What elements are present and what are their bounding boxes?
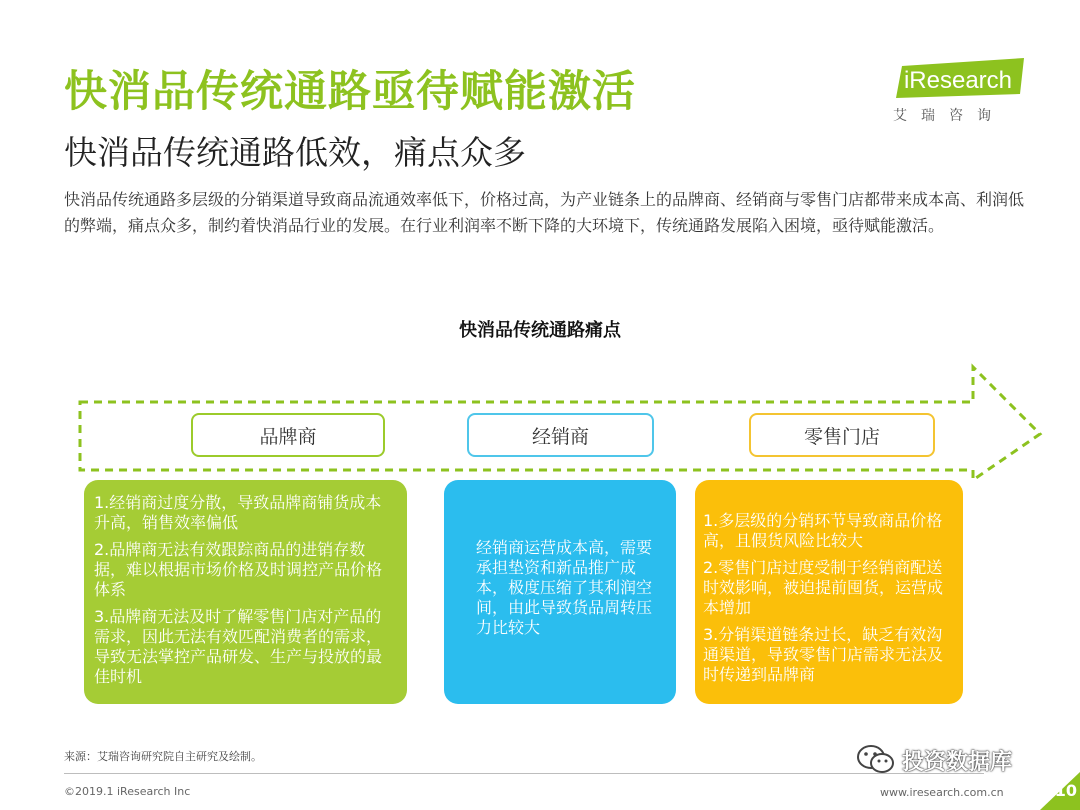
retail-painpoints-card xyxy=(695,480,963,704)
logo-wordmark: iResearch xyxy=(903,67,1013,94)
distributor-painpoints-card xyxy=(444,480,676,704)
page-subtitle: 快消品传统通路低效，痛点众多 xyxy=(64,133,526,172)
page-title: 快消品传统通路亟待赋能激活 xyxy=(64,67,636,117)
watermark xyxy=(856,740,1012,780)
footer-divider xyxy=(64,773,984,774)
stage-distributor: 经销商 xyxy=(467,413,654,457)
page-number: 10 xyxy=(1054,781,1077,800)
stage-brand: 品牌商 xyxy=(191,413,385,457)
brand-painpoints-card xyxy=(84,480,407,704)
brand-painpoint-3: 3.品牌商无法及时了解零售门店对产品的需求，因此无法有效匹配消费者的需求，导致无法掌控产品研发、生产与投放的最佳时机 xyxy=(94,607,383,686)
watermark-text: 投资数据库 xyxy=(902,749,1013,775)
retail-painpoint-1: 1.多层级的分销环节导致商品价格高，且假货风险比较大 xyxy=(703,511,943,550)
diagram-title: 快消品传统通路痛点 xyxy=(459,320,621,341)
wechat-icon xyxy=(856,743,896,777)
intro-paragraph: 快消品传统通路多层级的分销渠道导致商品流通效率低下，价格过高，为产业链条上的品牌商、经销商与零售门店都带来成本高、利润低的弊端，痛点众多，制约着快消品行业的发展。在行业利润率不断下降的大环境下，传统通路发展陷入困境，亟待赋能激活。 xyxy=(64,190,1025,235)
logo-chinese-name: 艾瑞咨询 xyxy=(893,108,1005,124)
retail-painpoint-2: 2.零售门店过度受制于经销商配送时效影响，被迫提前囤货，运营成本增加 xyxy=(703,558,944,617)
copyright-text: ©2019.1 iResearch Inc xyxy=(64,785,191,798)
stage-retail-store: 零售门店 xyxy=(749,413,935,457)
distributor-painpoint-1: 经销商运营成本高，需要承担垫资和新品推广成本，极度压缩了其利润空间，由此导致货品周转压力比较大 xyxy=(476,538,653,637)
brand-painpoint-1: 1.经销商过度分散，导致品牌商铺货成本升高，销售效率偏低 xyxy=(94,493,382,532)
retail-painpoint-3: 3.分销渠道链条过长，缺乏有效沟通渠道，导致零售门店需求无法及时传递到品牌商 xyxy=(703,625,944,684)
brand-painpoint-2: 2.品牌商无法有效跟踪商品的进销存数据，难以根据市场价格及时调控产品价格体系 xyxy=(94,540,383,599)
source-note: 来源：艾瑞咨询研究院自主研究及绘制。 xyxy=(64,750,262,763)
website-text: www.iresearch.com.cn xyxy=(880,786,1004,799)
